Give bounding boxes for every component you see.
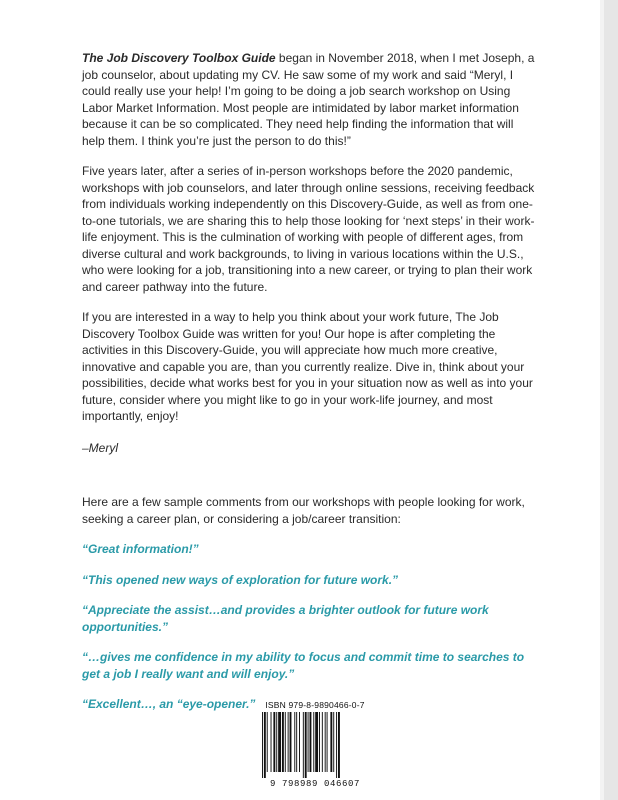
barcode-bar xyxy=(278,712,281,772)
barcode-digits: 9 798989 046607 xyxy=(269,779,360,789)
barcode-bar xyxy=(288,712,289,772)
testimonial-quote: “…gives me confidence in my ability to focus and commit time to searches to get a job I really want and will enjoy.” xyxy=(82,650,525,681)
testimonial-quote: “Appreciate the assist…and provides a brighter outlook for future work opportunities.” xyxy=(82,603,489,634)
isbn-barcode xyxy=(260,700,370,789)
barcode-bar xyxy=(308,712,309,772)
book-spine-edge xyxy=(604,0,618,800)
testimonial-quote: “Excellent…, an “eye-opener.” xyxy=(82,697,256,711)
barcode-bar xyxy=(303,712,304,778)
barcode-bar xyxy=(315,712,318,772)
barcode-bar xyxy=(299,712,300,772)
intro-paragraph xyxy=(82,50,537,149)
barcode-bar xyxy=(336,712,337,778)
barcode-bar xyxy=(271,712,272,772)
barcode-bar xyxy=(325,712,326,772)
invitation-paragraph: If you are interested in a way to help you think about your work future, The Job Discovery Toolbox Guide was written for you! Our hope is after completing the activities in this Discovery-Guide, you will appreciate how much more creative, innovative and capable you are, than you currently realize. Dive in, think about your possibilities, decide what works best for you in your situation now as well as into your future, consider where you might like to go in your work-life journey, and most importantly, enjoy! xyxy=(82,310,533,423)
barcode-bar xyxy=(285,712,286,772)
barcode-bar xyxy=(294,712,295,772)
testimonial-quote: “This opened new ways of exploration for future work.” xyxy=(82,572,399,587)
barcode-bar xyxy=(322,712,323,772)
barcode-bar xyxy=(282,712,284,772)
history-paragraph: Five years later, after a series of in-person workshops before the 2020 pandemic, workshops with job counselors, and later through online sessions, receiving feedback from individuals working independently on this Discovery-Guide, as well as from one-to-one tutorials, we are sharing this to help those looking for ‘next steps’ in their work-life enjoyment. This is the culmination of working with people of different ages, from diverse cultural and work backgrounds, to living in various locations within the U.S., who were looking for a job, transitioning into a new career, or trying to plan their work and career pathway into the future. xyxy=(82,164,535,294)
barcode-bar xyxy=(296,712,297,772)
barcode-icon xyxy=(260,712,370,778)
barcode-bar xyxy=(273,712,275,772)
barcode-bar xyxy=(305,712,307,778)
barcode-bar xyxy=(338,712,340,778)
author-signature: –Meryl xyxy=(82,440,119,455)
barcode-bar xyxy=(310,712,312,772)
testimonial-list xyxy=(82,541,537,713)
back-cover-text xyxy=(82,50,537,727)
barcode-bar xyxy=(333,712,334,772)
intro-text: began in November 2018, when I met Joseph, a job counselor, about updating my CV. He saw some of my work and said “Meryl, I could really use your help! I’m going to be doing a job search workshop on Using Labor Market Information. Most people are intimidated by labor market information because it can be so complicated. They need help finding the information that will help them. I think you’re just the person to do this!” xyxy=(82,51,535,148)
testimonial-quote: “Great information!” xyxy=(82,542,199,556)
book-title: The Job Discovery Toolbox Guide xyxy=(82,51,276,65)
barcode-bar xyxy=(276,712,277,772)
comments-intro: Here are a few sample comments from our workshops with people looking for work, seeking a career plan, or considering a job/career transition: xyxy=(82,495,525,526)
isbn-label: ISBN 979-8-9890466-0-7 xyxy=(265,700,365,710)
barcode-bar xyxy=(262,712,263,778)
barcode-bar xyxy=(327,712,328,772)
barcode-bar xyxy=(319,712,320,772)
barcode-bar xyxy=(264,712,266,778)
barcode-bar xyxy=(313,712,314,772)
barcode-bar xyxy=(290,712,292,772)
barcode-bar xyxy=(330,712,332,772)
barcode-bar xyxy=(267,712,268,772)
